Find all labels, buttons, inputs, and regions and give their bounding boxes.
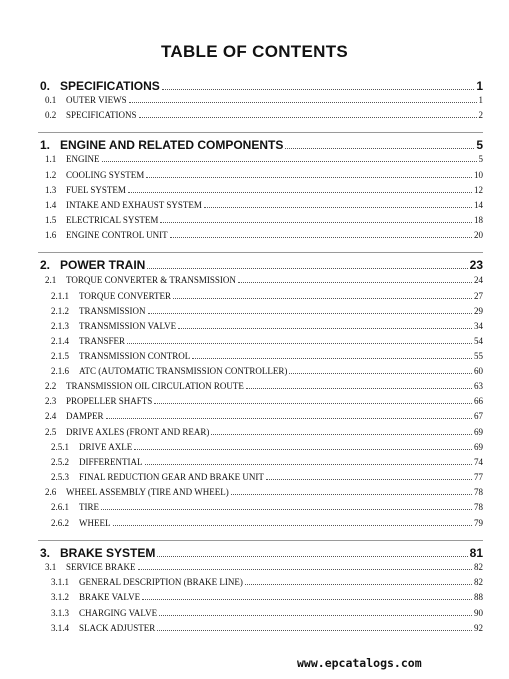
dot-leader (289, 372, 472, 374)
toc-title: ENGINE CONTROL UNIT (66, 230, 168, 240)
dot-leader (106, 417, 472, 419)
toc-number: 2.1 (45, 275, 57, 285)
toc-entry[interactable] (45, 201, 483, 210)
toc-entry[interactable] (45, 488, 483, 497)
toc-page-number: 67 (474, 411, 483, 421)
toc-number: 1.4 (45, 200, 57, 210)
toc-entry[interactable] (51, 578, 483, 587)
dot-leader (159, 614, 472, 616)
toc-page-number: 88 (474, 592, 483, 602)
toc-page-number: 18 (474, 215, 483, 225)
dot-leader (170, 236, 472, 238)
toc-title: TRANSMISSION VALVE (79, 321, 177, 331)
toc-entry[interactable] (51, 367, 483, 376)
toc-page-number: 24 (474, 275, 483, 285)
toc-title: TORQUE CONVERTER & TRANSMISSION (66, 275, 236, 285)
toc-page-number: 82 (474, 577, 483, 587)
toc-entry[interactable] (45, 382, 483, 391)
toc-title: DRIVE AXLE (79, 442, 133, 452)
toc-section[interactable] (40, 139, 483, 151)
toc-title: ENGINE AND RELATED COMPONENTS (60, 138, 284, 152)
toc-number: 2.1.1 (51, 291, 69, 301)
toc-page-number: 82 (474, 562, 483, 572)
toc-page-number: 23 (469, 258, 483, 272)
toc-entry[interactable] (51, 624, 483, 633)
toc-title: TRANSMISSION (79, 306, 146, 316)
toc-page-number: 54 (474, 336, 483, 346)
toc-page-number: 79 (474, 518, 483, 528)
dot-leader (173, 297, 472, 299)
toc-section[interactable] (40, 80, 483, 92)
toc-title: BRAKE VALVE (79, 592, 141, 602)
dot-leader (157, 555, 467, 557)
toc-entry[interactable] (51, 307, 483, 316)
toc-title: GENERAL DESCRIPTION (BRAKE LINE) (79, 577, 243, 587)
section-divider (38, 252, 483, 253)
toc-entry[interactable] (51, 519, 483, 528)
dot-leader (128, 191, 472, 193)
toc-entry[interactable] (51, 503, 483, 512)
toc-title: ELECTRICAL SYSTEM (66, 215, 159, 225)
toc-page-number: 78 (474, 487, 483, 497)
toc-title: CHARGING VALVE (79, 608, 158, 618)
toc-page-number: 1 (476, 79, 483, 93)
toc-page-number: 5 (476, 138, 483, 152)
toc-title: DIFFERENTIAL (79, 457, 143, 467)
dot-leader (146, 176, 472, 178)
toc-number: 3.1.3 (51, 608, 69, 618)
section-divider (38, 540, 483, 541)
toc-number: 3.1.4 (51, 623, 69, 633)
toc-number: 0. (40, 79, 51, 93)
toc-number: 1.2 (45, 170, 57, 180)
toc-number: 2.5.1 (51, 442, 69, 452)
toc-title: BRAKE SYSTEM (60, 546, 156, 560)
toc-title: DAMPER (66, 411, 104, 421)
toc-number: 2.1.4 (51, 336, 69, 346)
toc-number: 2.4 (45, 411, 57, 421)
toc-entry[interactable] (45, 563, 483, 572)
toc-title: WHEEL ASSEMBLY (TIRE AND WHEEL) (66, 487, 229, 497)
toc-entry[interactable] (45, 412, 483, 421)
toc-page-number: 63 (474, 381, 483, 391)
toc-page-number: 69 (474, 442, 483, 452)
toc-number: 1.1 (45, 154, 57, 164)
toc-page-number: 69 (474, 427, 483, 437)
toc-entry[interactable] (51, 443, 483, 452)
toc-title: COOLING SYSTEM (66, 170, 145, 180)
dot-leader (154, 402, 472, 404)
toc-number: 2.1.6 (51, 366, 69, 376)
dot-leader (139, 116, 477, 118)
toc-page-number: 81 (469, 546, 483, 560)
toc-title: FINAL REDUCTION GEAR AND BRAKE UNIT (79, 472, 264, 482)
dot-leader (129, 101, 477, 103)
toc-number: 2.5.3 (51, 472, 69, 482)
toc-page-number: 92 (474, 623, 483, 633)
dot-leader (127, 342, 472, 344)
toc-title: INTAKE AND EXHAUST SYSTEM (66, 200, 202, 210)
toc-title: SLACK ADJUSTER (79, 623, 156, 633)
toc-title: ENGINE (66, 154, 100, 164)
toc-number: 2.3 (45, 396, 57, 406)
dot-leader (178, 327, 472, 329)
dot-leader (285, 147, 474, 149)
toc-number: 2.1.2 (51, 306, 69, 316)
dot-leader (138, 568, 472, 570)
dot-leader (162, 88, 475, 90)
dot-leader (113, 524, 473, 526)
dot-leader (145, 463, 473, 465)
toc-title: POWER TRAIN (60, 258, 146, 272)
toc-entry[interactable] (45, 155, 483, 164)
dot-leader (204, 206, 472, 208)
toc-page-number: 10 (474, 170, 483, 180)
dot-leader (148, 312, 472, 314)
toc-number: 2.6.2 (51, 518, 69, 528)
toc-number: 2.5.2 (51, 457, 69, 467)
toc-page-number: 5 (478, 154, 483, 164)
toc-title: TRANSMISSION OIL CIRCULATION ROUTE (66, 381, 244, 391)
toc-entry[interactable] (51, 458, 483, 467)
section-divider (38, 132, 483, 133)
toc-number: 1. (40, 138, 51, 152)
toc-section[interactable] (40, 547, 483, 559)
toc-number: 2.1.3 (51, 321, 69, 331)
toc-page-number: 29 (474, 306, 483, 316)
toc-entry[interactable] (51, 473, 483, 482)
toc-title: OUTER VIEWS (66, 95, 127, 105)
toc-number: 2.1.5 (51, 351, 69, 361)
toc-number: 1.3 (45, 185, 57, 195)
dot-leader (157, 629, 472, 631)
toc-entry[interactable] (51, 352, 483, 361)
toc-title: SERVICE BRAKE (66, 562, 136, 572)
toc-page-number: 20 (474, 230, 483, 240)
toc-entry[interactable] (45, 171, 483, 180)
toc-page-number: 14 (474, 200, 483, 210)
toc-number: 1.5 (45, 215, 57, 225)
toc-entry[interactable] (51, 609, 483, 618)
dot-leader (102, 160, 477, 162)
toc-number: 0.2 (45, 110, 57, 120)
toc-title: SPECIFICATIONS (60, 79, 160, 93)
toc-entry[interactable] (51, 593, 483, 602)
toc-title: SPECIFICATIONS (66, 110, 137, 120)
toc-number: 2.5 (45, 427, 57, 437)
toc-title: TORQUE CONVERTER (79, 291, 172, 301)
dot-leader (192, 357, 472, 359)
toc-entry[interactable] (51, 322, 483, 331)
toc-entry[interactable] (45, 276, 483, 285)
toc-entry[interactable] (45, 111, 483, 120)
dot-leader (134, 448, 472, 450)
toc-page-number: 74 (474, 457, 483, 467)
toc-entry[interactable] (51, 337, 483, 346)
toc-page-number: 2 (478, 110, 483, 120)
dot-leader (160, 221, 472, 223)
dot-leader (147, 267, 467, 269)
toc-page-number: 27 (474, 291, 483, 301)
toc-number: 3.1.1 (51, 577, 69, 587)
toc-title: TIRE (79, 502, 99, 512)
toc-entry[interactable] (45, 231, 483, 240)
website-link[interactable]: www.epcatalogs.com (297, 656, 422, 670)
toc-number: 0.1 (45, 95, 57, 105)
dot-leader (231, 493, 472, 495)
toc-title: FUEL SYSTEM (66, 185, 126, 195)
dot-leader (238, 281, 472, 283)
toc-entry[interactable] (51, 292, 483, 301)
toc-title: DRIVE AXLES (FRONT AND REAR) (66, 427, 210, 437)
toc-section[interactable] (40, 259, 483, 271)
toc-title: TRANSMISSION CONTROL (79, 351, 191, 361)
toc-page-number: 60 (474, 366, 483, 376)
page-title: TABLE OF CONTENTS (160, 42, 349, 61)
toc-page-number: 90 (474, 608, 483, 618)
dot-leader (266, 478, 472, 480)
toc-entry[interactable] (45, 216, 483, 225)
toc-title: WHEEL (79, 518, 111, 528)
dot-leader (211, 433, 472, 435)
dot-leader (245, 583, 472, 585)
dot-leader (101, 508, 472, 510)
toc-page-number: 1 (478, 95, 483, 105)
toc-entry[interactable] (45, 186, 483, 195)
toc-page-number: 77 (474, 472, 483, 482)
toc-entry[interactable] (45, 96, 483, 105)
toc-number: 3.1 (45, 562, 57, 572)
toc-entry[interactable] (45, 397, 483, 406)
toc-title: TRANSFER (79, 336, 126, 346)
toc-number: 2. (40, 258, 51, 272)
toc-number: 2.6 (45, 487, 57, 497)
toc-number: 2.6.1 (51, 502, 69, 512)
toc-number: 1.6 (45, 230, 57, 240)
toc-page-number: 55 (474, 351, 483, 361)
toc-number: 2.2 (45, 381, 57, 391)
toc-title: ATC (AUTOMATIC TRANSMISSION CONTROLLER) (79, 366, 288, 376)
toc-number: 3. (40, 546, 51, 560)
dot-leader (142, 598, 472, 600)
toc-entry[interactable] (45, 428, 483, 437)
toc-page-number: 12 (474, 185, 483, 195)
toc-page-number: 66 (474, 396, 483, 406)
toc-title: PROPELLER SHAFTS (66, 396, 153, 406)
dot-leader (246, 387, 472, 389)
toc-page-number: 34 (474, 321, 483, 331)
toc-number: 3.1.2 (51, 592, 69, 602)
toc-page-number: 78 (474, 502, 483, 512)
